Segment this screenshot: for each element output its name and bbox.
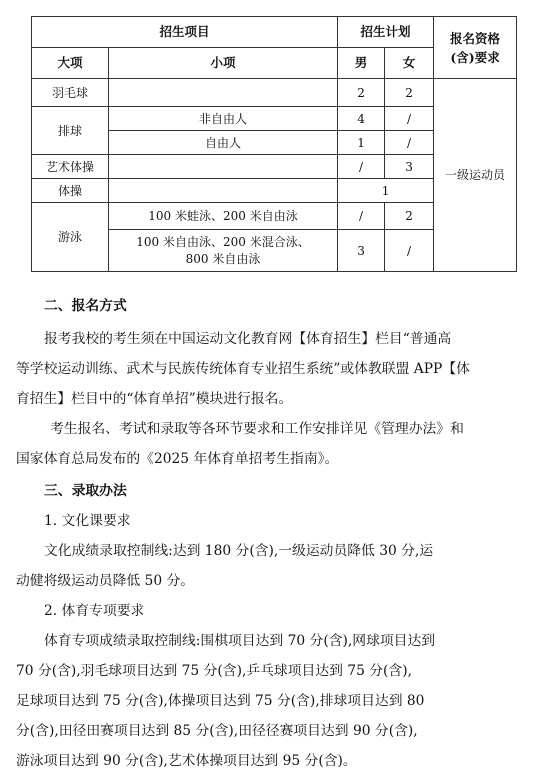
header-female: 女 [385,48,434,79]
table-row [32,79,517,107]
header-major: 大项 [32,48,109,79]
paragraph-line: 育招生】栏目中的“体育单招”模块进行报名。 [16,391,293,407]
cell-female: / [385,230,434,272]
cell-minor [109,155,338,179]
cell-minor: 100 米蛙泳、200 米自由泳 [109,203,338,230]
cell-major: 体操 [32,179,109,203]
cell-female: 2 [385,79,434,107]
cell-minor: 自由人 [109,131,338,155]
paragraph-line: 等学校运动训练、武术与民族传统体育专业招生系统”或体教联盟 APP【体 [16,361,470,377]
paragraph-line: 70 分(含),羽毛球项目达到 75 分(含),乒乓球项目达到 75 分(含), [16,663,412,679]
header-project: 招生项目 [32,17,338,48]
cell-male: / [338,203,385,230]
header-plan: 招生计划 [338,17,434,48]
cell-major: 游泳 [32,203,109,272]
cell-female: / [385,107,434,131]
cell-major: 艺术体操 [32,155,109,179]
cell-male: 3 [338,230,385,272]
paragraph-line: 国家体育总局发布的《2025 年体育单招考生指南》。 [16,451,339,467]
paragraph-line: 文化成绩录取控制线:达到 180 分(含),一级运动员降低 30 分,运 [44,543,434,559]
paragraph-line: 游泳项目达到 90 分(含),艺术体操项目达到 95 分(含)。 [16,753,357,769]
cell-male: 4 [338,107,385,131]
paragraph-line: 考生报名、考试和录取等各环节要求和工作安排详见《管理办法》和 [50,421,464,437]
paragraph-line: 动健将级运动员降低 50 分。 [16,573,195,589]
section-title-registration: 二、报名方式 [44,298,127,314]
cell-major: 排球 [32,107,109,155]
header-minor: 小项 [109,48,338,79]
paragraph-line: 分(含),田径田赛项目达到 85 分(含),田径径赛项目达到 90 分(含), [16,723,418,739]
cell-female: / [385,131,434,155]
header-male: 男 [338,48,385,79]
paragraph-line: 足球项目达到 75 分(含),体操项目达到 75 分(含),排球项目达到 80 [16,693,425,709]
paragraph-line: 体育专项成绩录取控制线:围棋项目达到 70 分(含),网球项目达到 [44,633,436,649]
cell-total: 1 [338,179,434,203]
cell-female: 3 [385,155,434,179]
cell-male: / [338,155,385,179]
cell-female: 2 [385,203,434,230]
cell-minor: 非自由人 [109,107,338,131]
cell-minor [109,79,338,107]
cell-minor: 100 米自由泳、200 米混合泳、 800 米自由泳 [109,230,338,272]
enrollment-table [31,16,517,272]
cell-minor [109,179,338,203]
section-title-admission: 三、录取办法 [44,483,127,499]
cell-qualification: 一级运动员 [434,79,517,272]
subsection-title-culture: 1. 文化课要求 [44,513,131,529]
paragraph-line: 报考我校的考生须在中国运动文化教育网【体育招生】栏目“普通高 [44,331,452,347]
header-qualification: 报名资格 (含)要求 [434,17,517,79]
cell-male: 2 [338,79,385,107]
cell-major: 羽毛球 [32,79,109,107]
cell-male: 1 [338,131,385,155]
subsection-title-sports: 2. 体育专项要求 [44,603,145,619]
